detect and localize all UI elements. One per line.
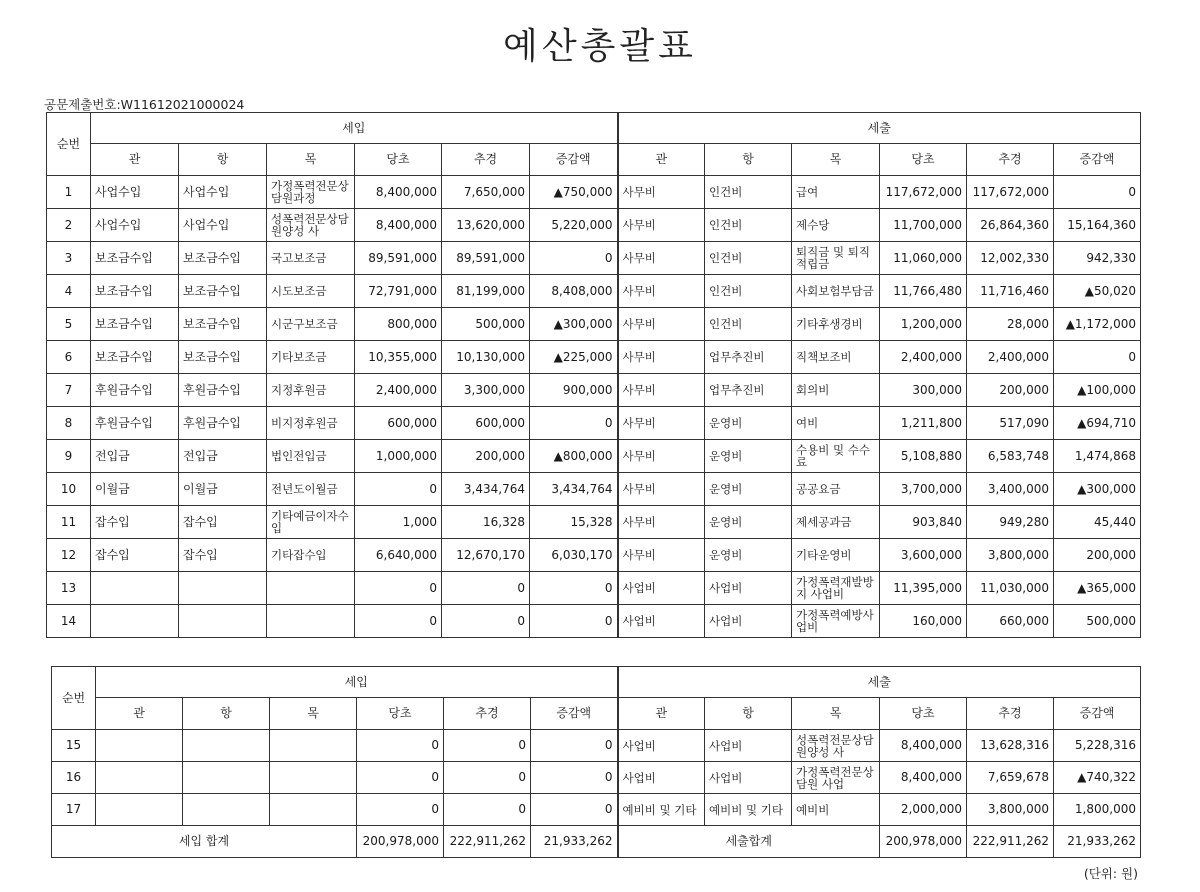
revenue-gwan-cell — [96, 794, 183, 826]
header-revenue-revised: 추경 — [442, 144, 530, 176]
expenditure-original-cell: 2,400,000 — [880, 341, 967, 374]
budget-summary-table-top — [46, 112, 1141, 638]
expenditure-gwan-cell: 사무비 — [618, 506, 705, 539]
expenditure-mok-cell: 제수당 — [792, 209, 880, 242]
header-revenue-change: 증감액 — [531, 698, 618, 730]
header-revenue-change: 증감액 — [530, 144, 618, 176]
expenditure-mok-cell: 직책보조비 — [792, 341, 880, 374]
expenditure-hang-cell: 업무추진비 — [705, 374, 792, 407]
expenditure-revised-cell: 12,002,330 — [967, 242, 1054, 275]
expenditure-gwan-cell: 사무비 — [618, 440, 705, 473]
revenue-original-cell: 89,591,000 — [355, 242, 442, 275]
revenue-original-cell: 0 — [357, 794, 444, 826]
revenue-revised-cell: 81,199,000 — [442, 275, 530, 308]
revenue-gwan-cell: 잡수입 — [91, 539, 179, 572]
revenue-revised-cell: 0 — [444, 794, 531, 826]
revenue-gwan-cell — [96, 762, 183, 794]
revenue-original-cell: 1,000 — [355, 506, 442, 539]
revenue-original-cell: 8,400,000 — [355, 176, 442, 209]
revenue-hang-cell: 후원금수입 — [179, 374, 267, 407]
header-revenue-original: 당초 — [357, 698, 444, 730]
revenue-original-cell: 0 — [357, 762, 444, 794]
expenditure-gwan-cell: 사무비 — [618, 473, 705, 506]
expenditure-hang-cell: 운영비 — [705, 473, 792, 506]
row-number-cell: 1 — [47, 176, 91, 209]
expenditure-revised-cell: 3,800,000 — [967, 539, 1054, 572]
revenue-change-cell: 0 — [530, 605, 618, 638]
budget-summary-table-bottom — [51, 666, 1141, 858]
revenue-total-revised: 222,911,262 — [444, 826, 531, 858]
revenue-gwan-cell: 보조금수입 — [91, 341, 179, 374]
expenditure-hang-cell: 인건비 — [705, 176, 792, 209]
expenditure-gwan-cell: 사무비 — [618, 275, 705, 308]
revenue-mok-cell — [267, 605, 355, 638]
revenue-original-cell: 600,000 — [355, 407, 442, 440]
expenditure-total-label: 세출합계 — [618, 826, 880, 858]
header-revenue-mok: 목 — [270, 698, 357, 730]
table-row — [52, 762, 1141, 794]
expenditure-gwan-cell: 사업비 — [618, 572, 705, 605]
document-number: 공문제출번호:W11612021000024 — [44, 97, 245, 112]
expenditure-mok-cell: 성폭력전문상담원양성 사 — [792, 730, 880, 762]
row-number-cell: 15 — [52, 730, 96, 762]
revenue-revised-cell: 0 — [442, 605, 530, 638]
row-number-cell: 14 — [47, 605, 91, 638]
revenue-hang-cell — [179, 572, 267, 605]
expenditure-change-cell: 942,330 — [1054, 242, 1141, 275]
revenue-mok-cell: 지정후원금 — [267, 374, 355, 407]
revenue-revised-cell: 200,000 — [442, 440, 530, 473]
expenditure-original-cell: 11,766,480 — [880, 275, 967, 308]
revenue-mok-cell — [270, 794, 357, 826]
page-title: 예산총괄표 — [503, 26, 697, 67]
header-revenue-gwan: 관 — [91, 144, 179, 176]
revenue-total-original: 200,978,000 — [357, 826, 444, 858]
header-expenditure-revised: 추경 — [967, 698, 1054, 730]
revenue-change-cell: ▲300,000 — [530, 308, 618, 341]
revenue-change-cell: 0 — [531, 762, 618, 794]
header-revenue-mok: 목 — [267, 144, 355, 176]
revenue-change-cell: 900,000 — [530, 374, 618, 407]
expenditure-original-cell: 11,700,000 — [880, 209, 967, 242]
revenue-gwan-cell — [96, 730, 183, 762]
expenditure-gwan-cell: 사업비 — [618, 762, 705, 794]
revenue-change-cell: 8,408,000 — [530, 275, 618, 308]
expenditure-change-cell: 15,164,360 — [1054, 209, 1141, 242]
row-number-cell: 12 — [47, 539, 91, 572]
expenditure-mok-cell: 회의비 — [792, 374, 880, 407]
revenue-change-cell: 15,328 — [530, 506, 618, 539]
revenue-mok-cell — [270, 730, 357, 762]
revenue-hang-cell: 보조금수입 — [179, 308, 267, 341]
revenue-change-cell: 0 — [530, 407, 618, 440]
revenue-change-cell: ▲750,000 — [530, 176, 618, 209]
row-number-cell: 9 — [47, 440, 91, 473]
row-number-cell: 2 — [47, 209, 91, 242]
expenditure-gwan-cell: 사무비 — [618, 176, 705, 209]
revenue-mok-cell: 전년도이월금 — [267, 473, 355, 506]
revenue-mok-cell: 가정폭력전문상담원과정 — [267, 176, 355, 209]
revenue-hang-cell: 보조금수입 — [179, 341, 267, 374]
expenditure-original-cell: 3,600,000 — [880, 539, 967, 572]
revenue-original-cell: 6,640,000 — [355, 539, 442, 572]
revenue-change-cell: 0 — [531, 730, 618, 762]
table-row — [47, 407, 1141, 440]
revenue-revised-cell: 0 — [442, 572, 530, 605]
expenditure-hang-cell: 운영비 — [705, 506, 792, 539]
revenue-original-cell: 0 — [355, 605, 442, 638]
header-expenditure-change: 증감액 — [1054, 698, 1141, 730]
revenue-original-cell: 10,355,000 — [355, 341, 442, 374]
revenue-gwan-cell: 전입금 — [91, 440, 179, 473]
revenue-gwan-cell: 이월금 — [91, 473, 179, 506]
row-number-cell: 11 — [47, 506, 91, 539]
revenue-total-label: 세입 합계 — [52, 826, 357, 858]
table-row — [47, 605, 1141, 638]
expenditure-gwan-cell: 사무비 — [618, 374, 705, 407]
header-expenditure-gwan: 관 — [618, 698, 705, 730]
expenditure-change-cell: ▲50,020 — [1054, 275, 1141, 308]
revenue-gwan-cell: 잡수입 — [91, 506, 179, 539]
revenue-change-cell: ▲225,000 — [530, 341, 618, 374]
expenditure-change-cell: ▲740,322 — [1054, 762, 1141, 794]
expenditure-revised-cell: 11,030,000 — [967, 572, 1054, 605]
expenditure-gwan-cell: 사무비 — [618, 407, 705, 440]
expenditure-mok-cell: 사회보험부담금 — [792, 275, 880, 308]
revenue-hang-cell — [183, 794, 270, 826]
expenditure-revised-cell: 28,000 — [967, 308, 1054, 341]
totals-row — [52, 826, 1141, 858]
revenue-original-cell: 1,000,000 — [355, 440, 442, 473]
revenue-hang-cell: 전입금 — [179, 440, 267, 473]
revenue-mok-cell — [267, 572, 355, 605]
header-revenue-original: 당초 — [355, 144, 442, 176]
expenditure-change-cell: 0 — [1054, 341, 1141, 374]
revenue-change-cell: 0 — [530, 242, 618, 275]
expenditure-gwan-cell: 사무비 — [618, 308, 705, 341]
table-row — [47, 440, 1141, 473]
table-row — [47, 473, 1141, 506]
revenue-original-cell: 72,791,000 — [355, 275, 442, 308]
header-expenditure-original: 당초 — [880, 144, 967, 176]
expenditure-mok-cell: 가정폭력전문상담원 사업 — [792, 762, 880, 794]
header-expenditure-mok: 목 — [792, 144, 880, 176]
expenditure-original-cell: 1,200,000 — [880, 308, 967, 341]
revenue-gwan-cell — [91, 572, 179, 605]
revenue-original-cell: 0 — [357, 730, 444, 762]
expenditure-gwan-cell: 사무비 — [618, 209, 705, 242]
expenditure-revised-cell: 2,400,000 — [967, 341, 1054, 374]
revenue-revised-cell: 0 — [444, 730, 531, 762]
revenue-hang-cell — [179, 605, 267, 638]
revenue-gwan-cell: 보조금수입 — [91, 242, 179, 275]
revenue-hang-cell: 사업수입 — [179, 176, 267, 209]
revenue-total-change: 21,933,262 — [531, 826, 618, 858]
revenue-mok-cell: 기타예금이자수입 — [267, 506, 355, 539]
header-expenditure: 세출 — [618, 667, 1141, 698]
header-expenditure-hang: 항 — [705, 698, 792, 730]
expenditure-change-cell: ▲365,000 — [1054, 572, 1141, 605]
header-no: 순번 — [47, 113, 91, 176]
header-revenue: 세입 — [91, 113, 618, 144]
row-number-cell: 4 — [47, 275, 91, 308]
revenue-revised-cell: 3,300,000 — [442, 374, 530, 407]
expenditure-hang-cell: 운영비 — [705, 440, 792, 473]
revenue-mok-cell: 기타잡수입 — [267, 539, 355, 572]
expenditure-change-cell: 45,440 — [1054, 506, 1141, 539]
revenue-mok-cell: 성폭력전문상담원양성 사 — [267, 209, 355, 242]
row-number-cell: 7 — [47, 374, 91, 407]
header-no: 순번 — [52, 667, 96, 730]
revenue-mok-cell — [270, 762, 357, 794]
revenue-mok-cell: 기타보조금 — [267, 341, 355, 374]
expenditure-mok-cell: 공공요금 — [792, 473, 880, 506]
expenditure-revised-cell: 117,672,000 — [967, 176, 1054, 209]
expenditure-hang-cell: 인건비 — [705, 275, 792, 308]
expenditure-change-cell: 5,228,316 — [1054, 730, 1141, 762]
expenditure-mok-cell: 가정폭력예방사업비 — [792, 605, 880, 638]
revenue-original-cell: 0 — [355, 572, 442, 605]
revenue-change-cell: 5,220,000 — [530, 209, 618, 242]
expenditure-original-cell: 903,840 — [880, 506, 967, 539]
header-expenditure-gwan: 관 — [618, 144, 705, 176]
revenue-revised-cell: 16,328 — [442, 506, 530, 539]
expenditure-original-cell: 1,211,800 — [880, 407, 967, 440]
row-number-cell: 8 — [47, 407, 91, 440]
expenditure-mok-cell: 여비 — [792, 407, 880, 440]
expenditure-original-cell: 3,700,000 — [880, 473, 967, 506]
revenue-hang-cell: 보조금수입 — [179, 242, 267, 275]
expenditure-gwan-cell: 예비비 및 기타 — [618, 794, 705, 826]
expenditure-revised-cell: 11,716,460 — [967, 275, 1054, 308]
expenditure-revised-cell: 517,090 — [967, 407, 1054, 440]
expenditure-gwan-cell: 사무비 — [618, 341, 705, 374]
expenditure-change-cell: 1,800,000 — [1054, 794, 1141, 826]
table-row — [47, 242, 1141, 275]
revenue-revised-cell: 600,000 — [442, 407, 530, 440]
table-row — [52, 730, 1141, 762]
header-revenue-hang: 항 — [183, 698, 270, 730]
expenditure-hang-cell: 사업비 — [705, 605, 792, 638]
revenue-mok-cell: 시도보조금 — [267, 275, 355, 308]
expenditure-mok-cell: 가정폭력재발방지 사업비 — [792, 572, 880, 605]
revenue-gwan-cell: 사업수입 — [91, 209, 179, 242]
revenue-hang-cell — [183, 730, 270, 762]
expenditure-revised-cell: 6,583,748 — [967, 440, 1054, 473]
revenue-change-cell: 0 — [530, 572, 618, 605]
revenue-change-cell: 6,030,170 — [530, 539, 618, 572]
table-row — [47, 308, 1141, 341]
table-row — [47, 506, 1141, 539]
expenditure-hang-cell: 운영비 — [705, 539, 792, 572]
revenue-change-cell: 3,434,764 — [530, 473, 618, 506]
expenditure-original-cell: 8,400,000 — [880, 730, 967, 762]
unit-note: (단위: 원) — [1083, 866, 1138, 881]
expenditure-revised-cell: 949,280 — [967, 506, 1054, 539]
revenue-revised-cell: 89,591,000 — [442, 242, 530, 275]
revenue-original-cell: 2,400,000 — [355, 374, 442, 407]
expenditure-original-cell: 117,672,000 — [880, 176, 967, 209]
expenditure-revised-cell: 26,864,360 — [967, 209, 1054, 242]
expenditure-mok-cell: 예비비 — [792, 794, 880, 826]
row-number-cell: 6 — [47, 341, 91, 374]
revenue-mok-cell: 법인전입금 — [267, 440, 355, 473]
expenditure-revised-cell: 7,659,678 — [967, 762, 1054, 794]
expenditure-total-revised: 222,911,262 — [967, 826, 1054, 858]
expenditure-gwan-cell: 사무비 — [618, 242, 705, 275]
row-number-cell: 16 — [52, 762, 96, 794]
revenue-hang-cell: 사업수입 — [179, 209, 267, 242]
table-row — [47, 374, 1141, 407]
row-number-cell: 3 — [47, 242, 91, 275]
expenditure-revised-cell: 3,400,000 — [967, 473, 1054, 506]
revenue-original-cell: 800,000 — [355, 308, 442, 341]
revenue-original-cell: 8,400,000 — [355, 209, 442, 242]
revenue-hang-cell: 보조금수입 — [179, 275, 267, 308]
header-expenditure-mok: 목 — [792, 698, 880, 730]
expenditure-change-cell: ▲694,710 — [1054, 407, 1141, 440]
expenditure-revised-cell: 13,628,316 — [967, 730, 1054, 762]
expenditure-hang-cell: 인건비 — [705, 308, 792, 341]
revenue-change-cell: 0 — [531, 794, 618, 826]
expenditure-revised-cell: 660,000 — [967, 605, 1054, 638]
expenditure-hang-cell: 운영비 — [705, 407, 792, 440]
expenditure-total-original: 200,978,000 — [880, 826, 967, 858]
revenue-mok-cell: 시군구보조금 — [267, 308, 355, 341]
row-number-cell: 10 — [47, 473, 91, 506]
revenue-revised-cell: 13,620,000 — [442, 209, 530, 242]
expenditure-gwan-cell: 사무비 — [618, 539, 705, 572]
table-row — [52, 794, 1141, 826]
revenue-hang-cell: 이월금 — [179, 473, 267, 506]
revenue-revised-cell: 7,650,000 — [442, 176, 530, 209]
expenditure-total-change: 21,933,262 — [1054, 826, 1141, 858]
expenditure-change-cell: 200,000 — [1054, 539, 1141, 572]
revenue-gwan-cell — [91, 605, 179, 638]
expenditure-change-cell: 1,474,868 — [1054, 440, 1141, 473]
row-number-cell: 13 — [47, 572, 91, 605]
expenditure-original-cell: 300,000 — [880, 374, 967, 407]
expenditure-original-cell: 8,400,000 — [880, 762, 967, 794]
header-revenue-hang: 항 — [179, 144, 267, 176]
revenue-gwan-cell: 보조금수입 — [91, 308, 179, 341]
expenditure-hang-cell: 업무추진비 — [705, 341, 792, 374]
expenditure-change-cell: 0 — [1054, 176, 1141, 209]
table-row — [47, 341, 1141, 374]
expenditure-change-cell: ▲1,172,000 — [1054, 308, 1141, 341]
expenditure-hang-cell: 사업비 — [705, 730, 792, 762]
revenue-revised-cell: 10,130,000 — [442, 341, 530, 374]
expenditure-mok-cell: 제세공과금 — [792, 506, 880, 539]
expenditure-hang-cell: 인건비 — [705, 242, 792, 275]
expenditure-gwan-cell: 사업비 — [618, 605, 705, 638]
revenue-change-cell: ▲800,000 — [530, 440, 618, 473]
expenditure-original-cell: 5,108,880 — [880, 440, 967, 473]
expenditure-hang-cell: 인건비 — [705, 209, 792, 242]
revenue-revised-cell: 12,670,170 — [442, 539, 530, 572]
revenue-hang-cell: 잡수입 — [179, 506, 267, 539]
expenditure-original-cell: 11,060,000 — [880, 242, 967, 275]
revenue-mok-cell: 국고보조금 — [267, 242, 355, 275]
expenditure-hang-cell: 사업비 — [705, 762, 792, 794]
expenditure-hang-cell: 사업비 — [705, 572, 792, 605]
table-row — [47, 176, 1141, 209]
revenue-hang-cell: 잡수입 — [179, 539, 267, 572]
expenditure-gwan-cell: 사업비 — [618, 730, 705, 762]
revenue-hang-cell: 후원금수입 — [179, 407, 267, 440]
expenditure-change-cell: ▲300,000 — [1054, 473, 1141, 506]
table-row — [47, 209, 1141, 242]
revenue-hang-cell — [183, 762, 270, 794]
header-expenditure-revised: 추경 — [967, 144, 1054, 176]
header-revenue-gwan: 관 — [96, 698, 183, 730]
expenditure-mok-cell: 수용비 및 수수료 — [792, 440, 880, 473]
table-row — [47, 275, 1141, 308]
revenue-gwan-cell: 후원금수입 — [91, 407, 179, 440]
expenditure-change-cell: 500,000 — [1054, 605, 1141, 638]
revenue-gwan-cell: 보조금수입 — [91, 275, 179, 308]
header-expenditure: 세출 — [618, 113, 1141, 144]
expenditure-change-cell: ▲100,000 — [1054, 374, 1141, 407]
expenditure-revised-cell: 3,800,000 — [967, 794, 1054, 826]
revenue-gwan-cell: 후원금수입 — [91, 374, 179, 407]
revenue-revised-cell: 3,434,764 — [442, 473, 530, 506]
expenditure-original-cell: 11,395,000 — [880, 572, 967, 605]
revenue-mok-cell: 비지정후원금 — [267, 407, 355, 440]
header-expenditure-change: 증감액 — [1054, 144, 1141, 176]
expenditure-revised-cell: 200,000 — [967, 374, 1054, 407]
expenditure-original-cell: 2,000,000 — [880, 794, 967, 826]
table-row — [47, 539, 1141, 572]
expenditure-hang-cell: 예비비 및 기타 — [705, 794, 792, 826]
expenditure-mok-cell: 기타운영비 — [792, 539, 880, 572]
header-expenditure-hang: 항 — [705, 144, 792, 176]
revenue-revised-cell: 0 — [444, 762, 531, 794]
expenditure-mok-cell: 기타후생경비 — [792, 308, 880, 341]
row-number-cell: 5 — [47, 308, 91, 341]
revenue-gwan-cell: 사업수입 — [91, 176, 179, 209]
row-number-cell: 17 — [52, 794, 96, 826]
revenue-revised-cell: 500,000 — [442, 308, 530, 341]
expenditure-original-cell: 160,000 — [880, 605, 967, 638]
header-revenue: 세입 — [96, 667, 618, 698]
revenue-original-cell: 0 — [355, 473, 442, 506]
table-row — [47, 572, 1141, 605]
expenditure-mok-cell: 급여 — [792, 176, 880, 209]
header-expenditure-original: 당초 — [880, 698, 967, 730]
header-revenue-revised: 추경 — [444, 698, 531, 730]
expenditure-mok-cell: 퇴직금 및 퇴직적립금 — [792, 242, 880, 275]
